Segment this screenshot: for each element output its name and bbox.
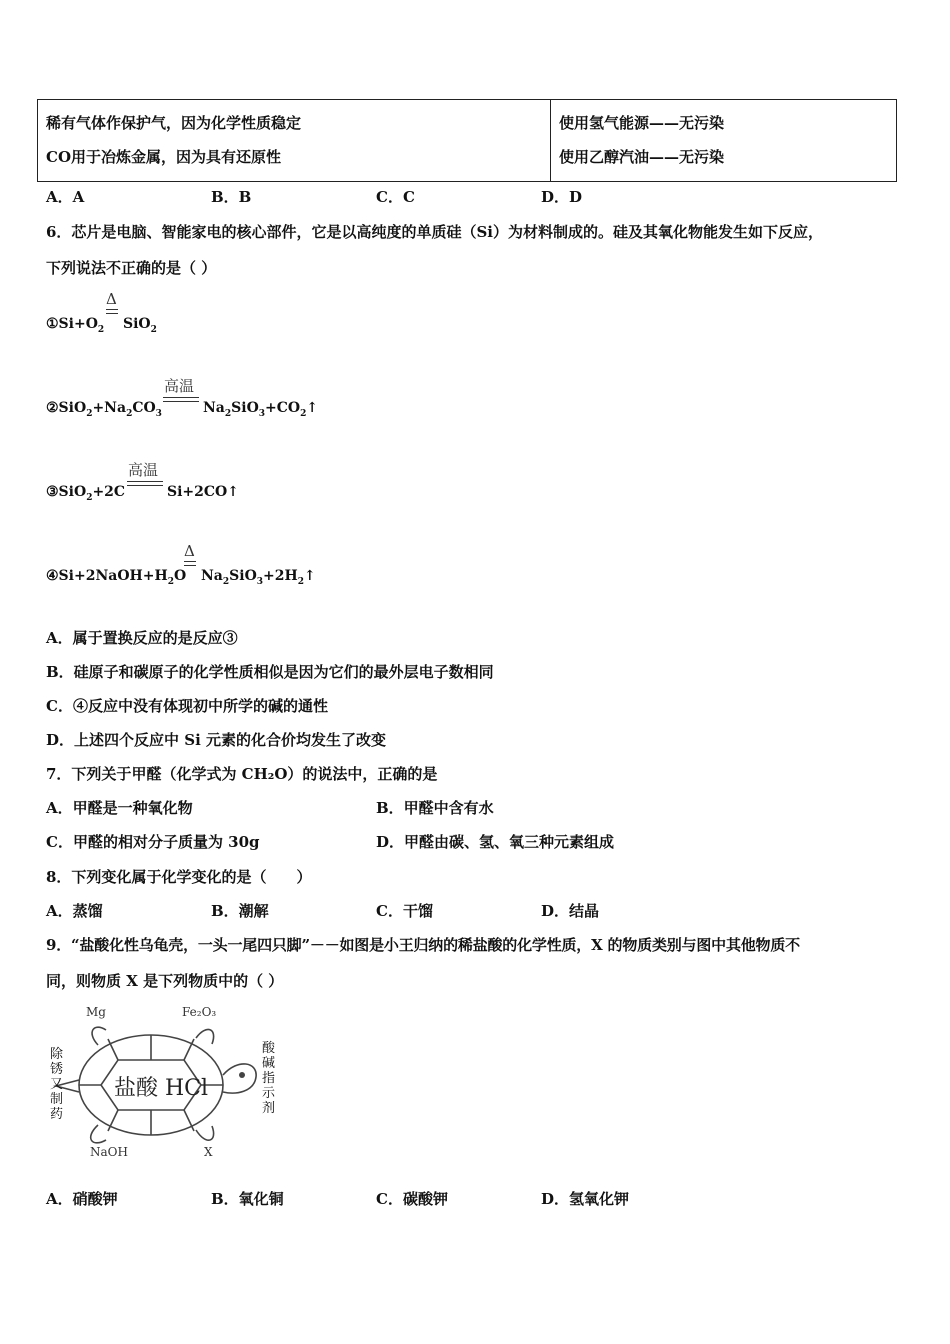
turtle-leg-top-left xyxy=(92,1027,106,1045)
q9-option-a[interactable]: A．硝酸钾 xyxy=(46,1190,118,1208)
q7-option-d[interactable]: D．甲醛由碳、氢、氧三种元素组成 xyxy=(376,833,615,851)
q8-option-b[interactable]: B．潮解 xyxy=(211,902,269,920)
equation-3: ③SiO$_2$+2C xyxy=(46,484,126,503)
q9-stem-line1: 9．“盐酸化性乌龟壳，一头一尾四只脚”－－如图是小王归纳的稀盐酸的化学性质，X 的物质类别与图中其他物质不 xyxy=(46,936,800,954)
q9-stem-line2: 同，则物质 X 是下列物质中的（ ） xyxy=(46,972,284,990)
q5-option-c[interactable]: C．C xyxy=(376,188,415,206)
eq2-high-temp-condition: 高温 xyxy=(164,377,195,395)
q8-option-d[interactable]: D．结晶 xyxy=(541,902,600,920)
equation-2-product: $Na_2SiO_3+CO_2↑$ xyxy=(203,400,319,419)
table-right-cell xyxy=(551,100,897,182)
table-right-line-2: 使用乙醇汽油——无污染 xyxy=(559,148,725,166)
hcl-turtle-diagram xyxy=(46,1000,286,1165)
q7-option-a[interactable]: A．甲醛是一种氧化物 xyxy=(46,799,193,817)
turtle-leg-top-right xyxy=(196,1029,214,1044)
table-left-line-2: CO用于冶炼金属，因为具有还原性 xyxy=(46,148,282,166)
figure-label-naoh: NaOH xyxy=(90,1145,128,1159)
q8-options xyxy=(46,900,706,921)
q7-options-row2 xyxy=(46,831,706,852)
figure-right-label: 酸碱指示剂 xyxy=(262,1041,276,1116)
q5-option-d[interactable]: D．D xyxy=(541,188,583,206)
q5-option-a[interactable]: A．A xyxy=(46,188,85,206)
q9-option-d[interactable]: D．氢氧化钾 xyxy=(541,1190,630,1208)
q7-options-row1 xyxy=(46,797,706,818)
q5-option-b[interactable]: B．B xyxy=(211,188,252,206)
eq1-equals-sign xyxy=(106,309,118,314)
equation-1-product: SiO$_2$ xyxy=(123,316,157,335)
q8-stem: 8．下列变化属于化学变化的是（ ） xyxy=(46,868,312,886)
q6-stem-line2: 下列说法不正确的是（ ） xyxy=(46,259,217,277)
turtle-eye xyxy=(239,1072,245,1078)
equation-1: $①Si+O_2$ xyxy=(46,316,105,335)
q9-option-b[interactable]: B．氧化铜 xyxy=(211,1190,284,1208)
figure-left-label: 除锈又制药 xyxy=(50,1047,64,1122)
q6-option-d[interactable]: D．上述四个反应中 Si 元素的化合价均发生了改变 xyxy=(46,731,386,749)
q6-option-c[interactable]: C．④反应中没有体现初中所学的碱的通性 xyxy=(46,697,328,715)
eq4-heat-condition: Δ xyxy=(184,542,195,560)
eq2-equals-sign xyxy=(163,397,199,402)
table-left-line-1: 稀有气体作保护气，因为化学性质稳定 xyxy=(46,114,302,132)
q8-option-c[interactable]: C．干馏 xyxy=(376,902,433,920)
turtle-leg-bottom-right xyxy=(196,1126,214,1140)
eq4-equals-sign xyxy=(184,561,196,566)
figure-label-x: X xyxy=(204,1145,213,1159)
q6-option-a[interactable]: A．属于置换反应的是反应③ xyxy=(46,629,238,647)
equation-3-product: Si+2CO↑ xyxy=(167,484,239,500)
equation-2: $②SiO_2+Na_2CO_3$ xyxy=(46,400,162,419)
turtle-head xyxy=(223,1064,256,1093)
eq3-equals-sign xyxy=(127,481,163,486)
q7-stem: 7．下列关于甲醛（化学式为 CH₂O）的说法中，正确的是 xyxy=(46,765,438,783)
figure-center-label: 盐酸 HCl xyxy=(114,1076,209,1101)
q6-stem-line1: 6．芯片是电脑、智能家电的核心部件，它是以高纯度的单质硅（Si）为材料制成的。硅及其氧化物能发生如下反应， xyxy=(46,223,823,241)
q9-option-c[interactable]: C．碳酸钾 xyxy=(376,1190,448,1208)
table-right-line-1: 使用氢气能源——无污染 xyxy=(559,114,725,132)
answer-table xyxy=(37,99,897,182)
q8-option-a[interactable]: A．蒸馏 xyxy=(46,902,103,920)
figure-label-fe2o3: Fe₂O₃ xyxy=(182,1005,217,1019)
q5-options xyxy=(46,186,706,207)
turtle-leg-bottom-left xyxy=(91,1125,106,1143)
q6-option-b[interactable]: B．硅原子和碳原子的化学性质相似是因为它们的最外层电子数相同 xyxy=(46,663,494,681)
equation-4: $④Si+2NaOH+H_2O$ xyxy=(46,568,187,587)
q9-options xyxy=(46,1188,706,1209)
q7-option-c[interactable]: C．甲醛的相对分子质量为 30g xyxy=(46,833,260,851)
eq3-high-temp-condition: 高温 xyxy=(128,461,159,479)
equation-4-product: $Na_2SiO_3+2H_2↑$ xyxy=(201,568,316,587)
q7-option-b[interactable]: B．甲醛中含有水 xyxy=(376,799,494,817)
table-left-cell xyxy=(38,100,551,182)
eq1-heat-condition: Δ xyxy=(106,290,117,308)
figure-label-mg: Mg xyxy=(86,1005,106,1019)
